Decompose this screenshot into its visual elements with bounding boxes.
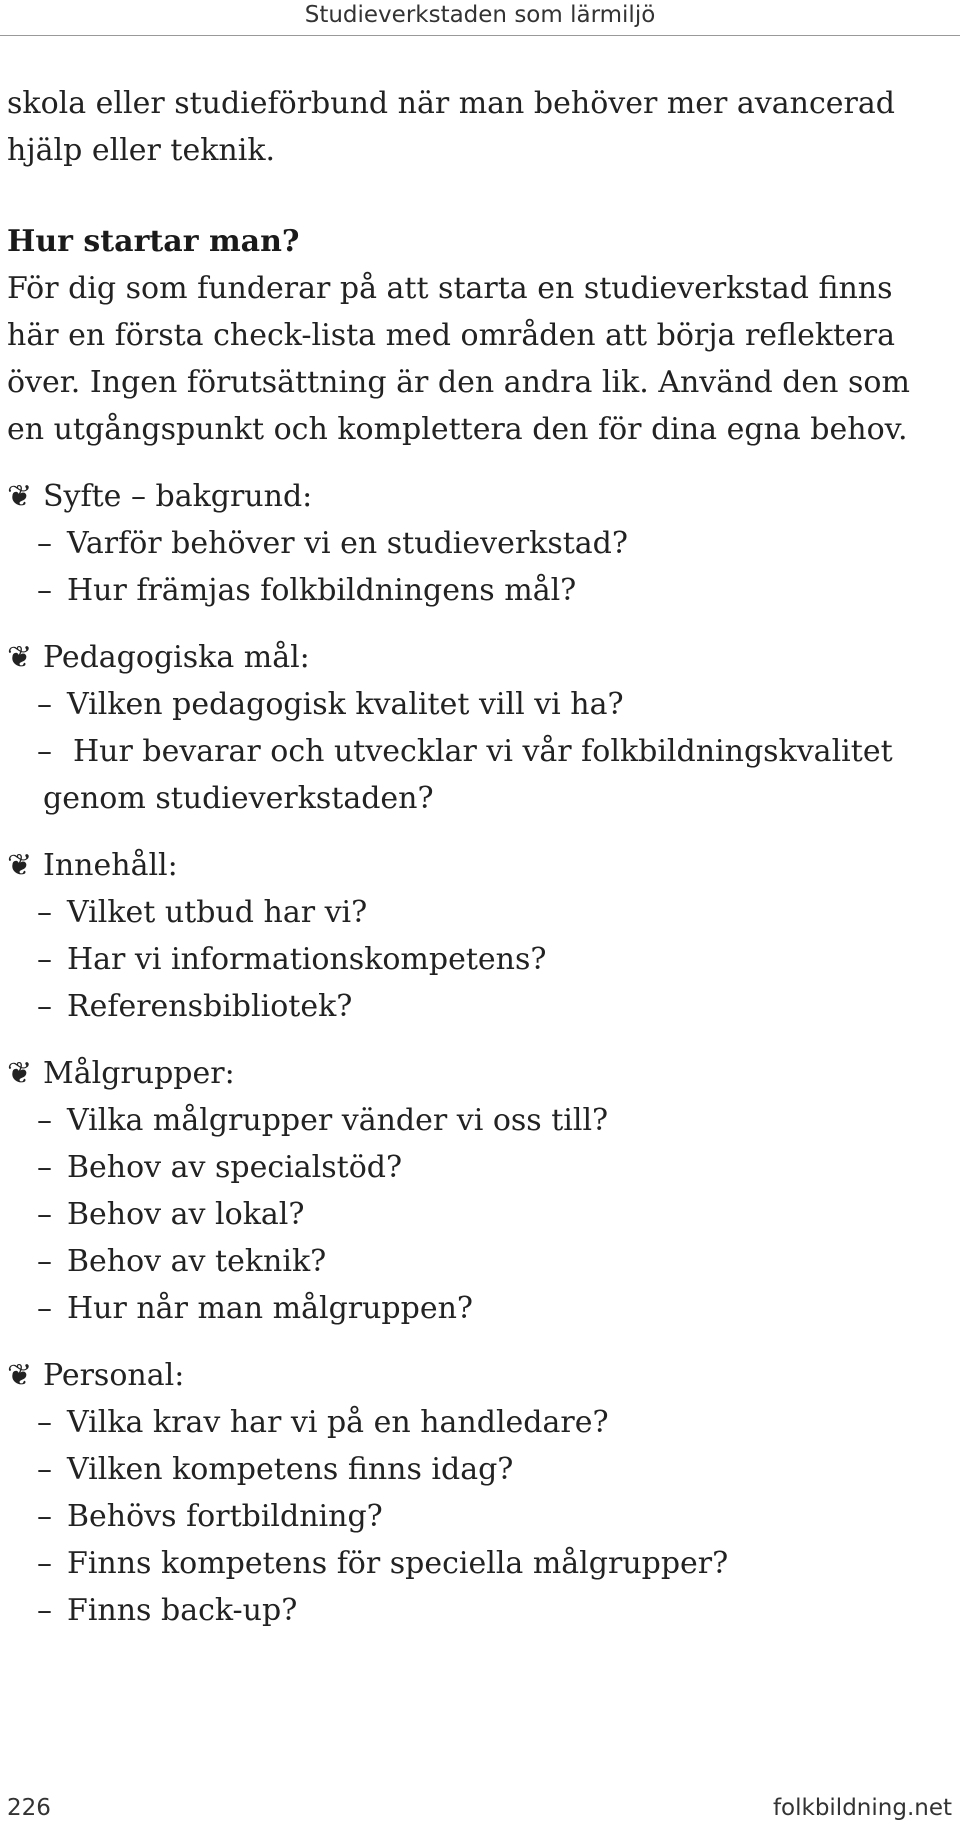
question-item: – Behov av teknik?	[37, 1244, 327, 1279]
page-footer	[0, 1795, 960, 1825]
question-item: – Hur bevarar och utvecklar vi vår folkbildningskvalitet genom studieverkstaden?	[37, 734, 893, 816]
topic-malgrupper	[7, 1050, 953, 1332]
topic-personal	[7, 1352, 953, 1634]
question-item: – Vilken pedagogisk kvalitet vill vi ha?	[37, 687, 624, 722]
question-item: – Hur främjas folkbildningens mål?	[37, 573, 577, 608]
section-heading: Hur startar man?	[7, 224, 300, 259]
topic-title: ❦ Personal:	[7, 1352, 953, 1399]
question-item: – Referensbibliotek?	[37, 989, 353, 1024]
topic-syfte	[7, 473, 953, 614]
fleuron-icon: ❦	[7, 1056, 33, 1091]
question-item: – Vilka krav har vi på en handledare?	[37, 1405, 609, 1440]
running-header	[0, 0, 960, 36]
site-link[interactable]: folkbildning.net	[772, 1795, 952, 1821]
page-content	[7, 80, 953, 1634]
topic-title: ❦ Innehåll:	[7, 842, 953, 889]
question-item: – Behövs fortbildning?	[37, 1499, 383, 1534]
question-item: – Varför behöver vi en studieverkstad?	[37, 526, 628, 561]
intro-continuation: skola eller studieförbund när man behöver mer avancerad hjälp eller teknik.	[7, 86, 895, 168]
question-item: – Har vi informationskompetens?	[37, 942, 547, 977]
question-item: – Finns back-up?	[37, 1593, 298, 1628]
topic-title: ❦ Syfte – bakgrund:	[7, 473, 953, 520]
fleuron-icon: ❦	[7, 848, 33, 883]
topic-innehall	[7, 842, 953, 1030]
question-item: – Vilket utbud har vi?	[37, 895, 368, 930]
fleuron-icon: ❦	[7, 640, 33, 675]
fleuron-icon: ❦	[7, 1358, 33, 1393]
section-paragraph: För dig som funderar på att starta en studieverkstad finns här en första check-lista med områden att börja reflektera över. Ingen förutsättning är den andra lik. Använd den som en utgångspunkt och komplettera den för dina egna behov.	[7, 271, 910, 447]
question-item: – Behov av lokal?	[37, 1197, 305, 1232]
question-item: – Vilka målgrupper vänder vi oss till?	[37, 1103, 609, 1138]
question-item: – Finns kompetens för speciella målgrupper?	[37, 1546, 729, 1581]
page-number: 226	[7, 1795, 51, 1821]
topic-title: ❦ Pedagogiska mål:	[7, 634, 953, 681]
topic-pedagogiska-mal	[7, 634, 953, 822]
topic-title: ❦ Målgrupper:	[7, 1050, 953, 1097]
question-item: – Hur når man målgruppen?	[37, 1291, 473, 1326]
fleuron-icon: ❦	[7, 479, 33, 514]
running-title: Studieverkstaden som lärmiljö	[304, 2, 656, 28]
question-item: – Behov av specialstöd?	[37, 1150, 403, 1185]
question-item: – Vilken kompetens finns idag?	[37, 1452, 514, 1487]
